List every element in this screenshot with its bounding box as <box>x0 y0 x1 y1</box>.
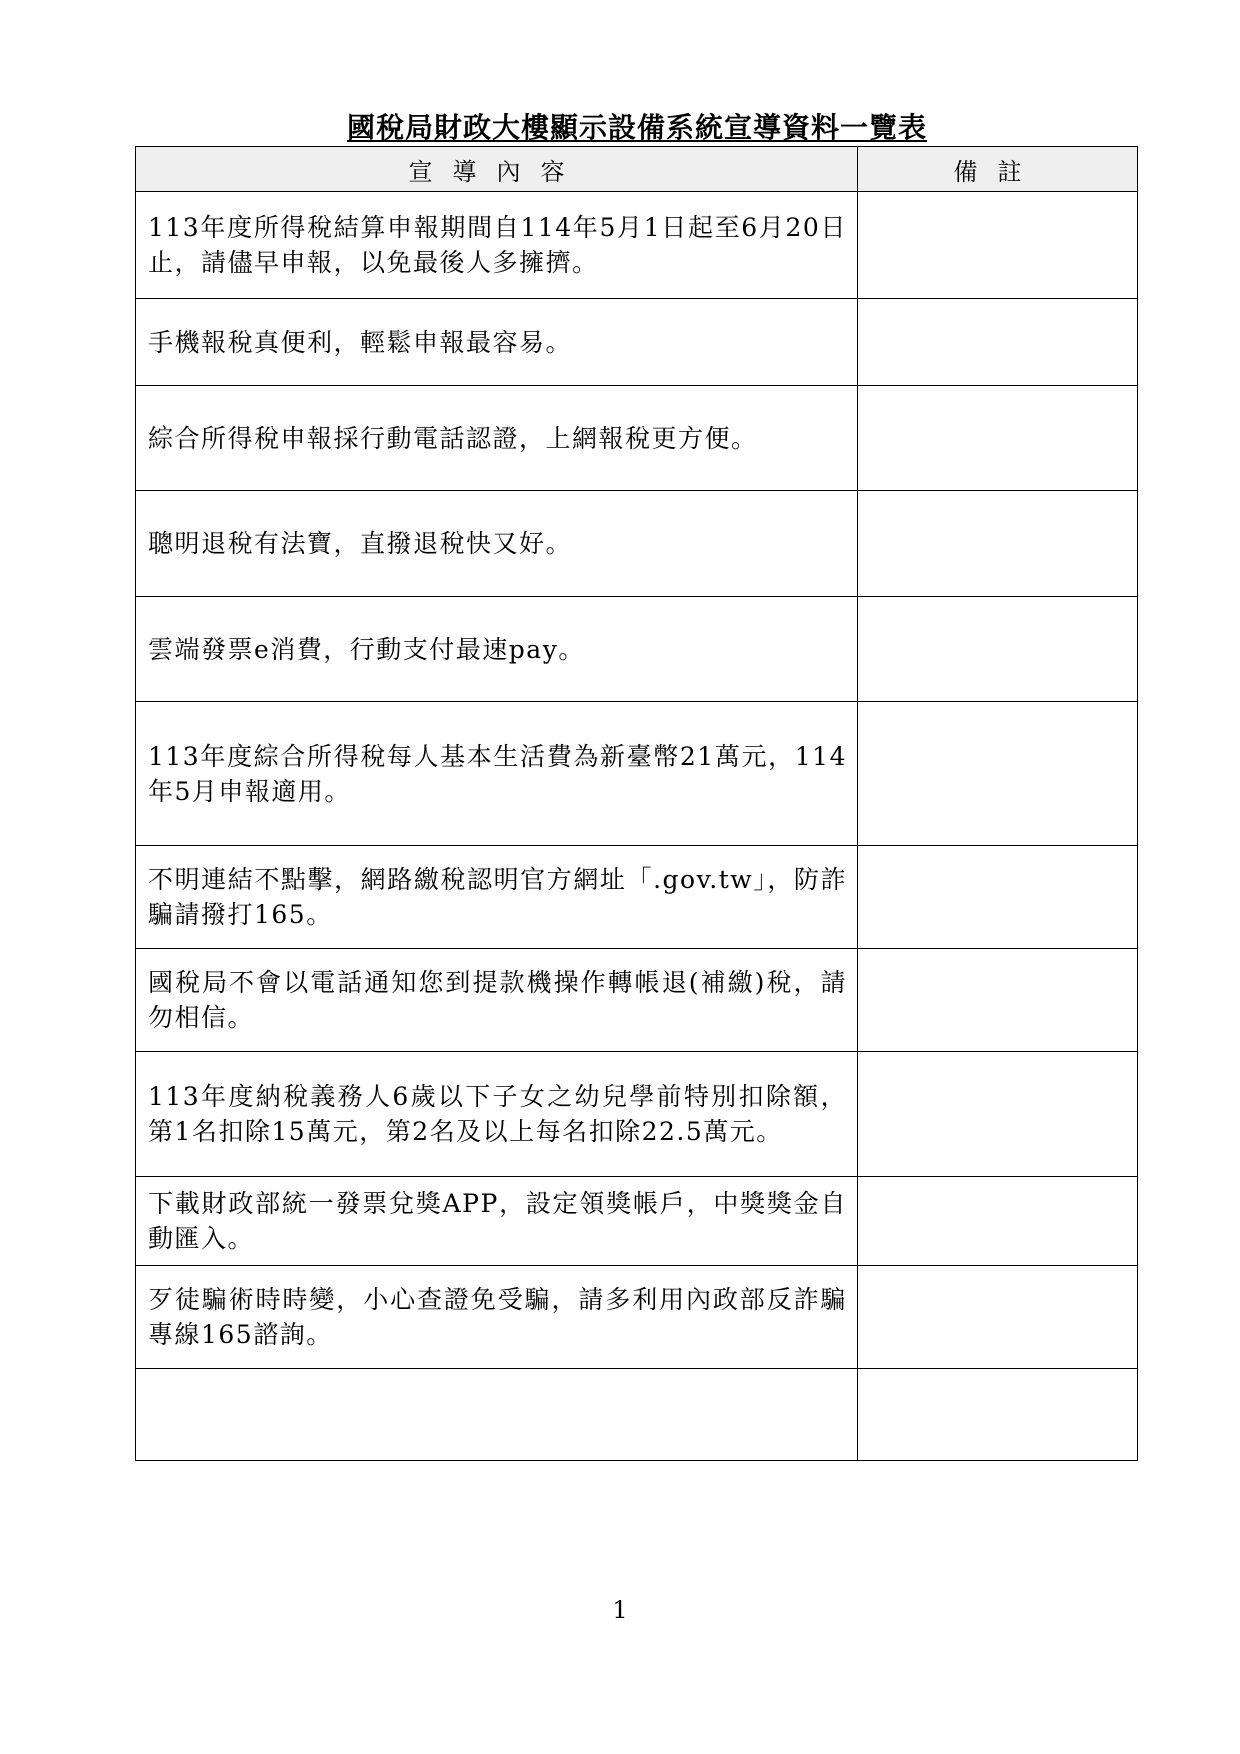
page-number: 1 <box>612 1596 628 1624</box>
table-row <box>136 1177 1138 1266</box>
document-title: 國稅局財政大樓顯示設備系統宣導資料一覽表 <box>346 111 927 144</box>
table-header-row <box>136 147 1138 192</box>
row-note <box>858 192 1138 299</box>
table-row <box>136 192 1138 299</box>
header-content: 宣導內容 <box>136 147 858 192</box>
row-note <box>858 949 1138 1052</box>
row-content: 113年度納稅義務人6歲以下子女之幼兒學前特別扣除額，第1名扣除15萬元，第2名及以上每名扣除22.5萬元。 <box>136 1052 858 1177</box>
row-note <box>858 1177 1138 1266</box>
promotion-table <box>135 146 1138 1461</box>
row-content: 雲端發票e消費，行動支付最速pay。 <box>136 597 858 702</box>
row-content <box>136 1369 858 1461</box>
row-content: 歹徒騙術時時變，小心查證免受騙，請多利用內政部反詐騙專線165諮詢。 <box>136 1266 858 1369</box>
row-content: 手機報稅真便利，輕鬆申報最容易。 <box>136 299 858 386</box>
table-row <box>136 1266 1138 1369</box>
row-content: 113年度綜合所得稅每人基本生活費為新臺幣21萬元，114年5月申報適用。 <box>136 702 858 846</box>
row-content: 113年度所得稅結算申報期間自114年5月1日起至6月20日止，請儘早申報，以免最後人多擁擠。 <box>136 192 858 299</box>
row-content: 聰明退稅有法寶，直撥退稅快又好。 <box>136 491 858 597</box>
row-note <box>858 846 1138 949</box>
table-row <box>136 386 1138 491</box>
table-row <box>136 949 1138 1052</box>
table-row <box>136 299 1138 386</box>
table-row <box>136 491 1138 597</box>
row-note <box>858 386 1138 491</box>
row-note <box>858 597 1138 702</box>
row-content: 不明連結不點擊，網路繳稅認明官方網址「.gov.tw」，防詐騙請撥打165。 <box>136 846 858 949</box>
table-row <box>136 1052 1138 1177</box>
row-content: 國稅局不會以電話通知您到提款機操作轉帳退(補繳)稅，請勿相信。 <box>136 949 858 1052</box>
row-note <box>858 491 1138 597</box>
row-note <box>858 1266 1138 1369</box>
row-note <box>858 1052 1138 1177</box>
table-row <box>136 597 1138 702</box>
row-note <box>858 1369 1138 1461</box>
row-note <box>858 702 1138 846</box>
header-note: 備註 <box>858 147 1138 192</box>
row-note <box>858 299 1138 386</box>
row-content: 綜合所得稅申報採行動電話認證，上網報稅更方便。 <box>136 386 858 491</box>
table-row <box>136 702 1138 846</box>
table-row <box>136 846 1138 949</box>
row-content: 下載財政部統一發票兌獎APP，設定領獎帳戶，中獎獎金自動匯入。 <box>136 1177 858 1266</box>
table-row <box>136 1369 1138 1461</box>
